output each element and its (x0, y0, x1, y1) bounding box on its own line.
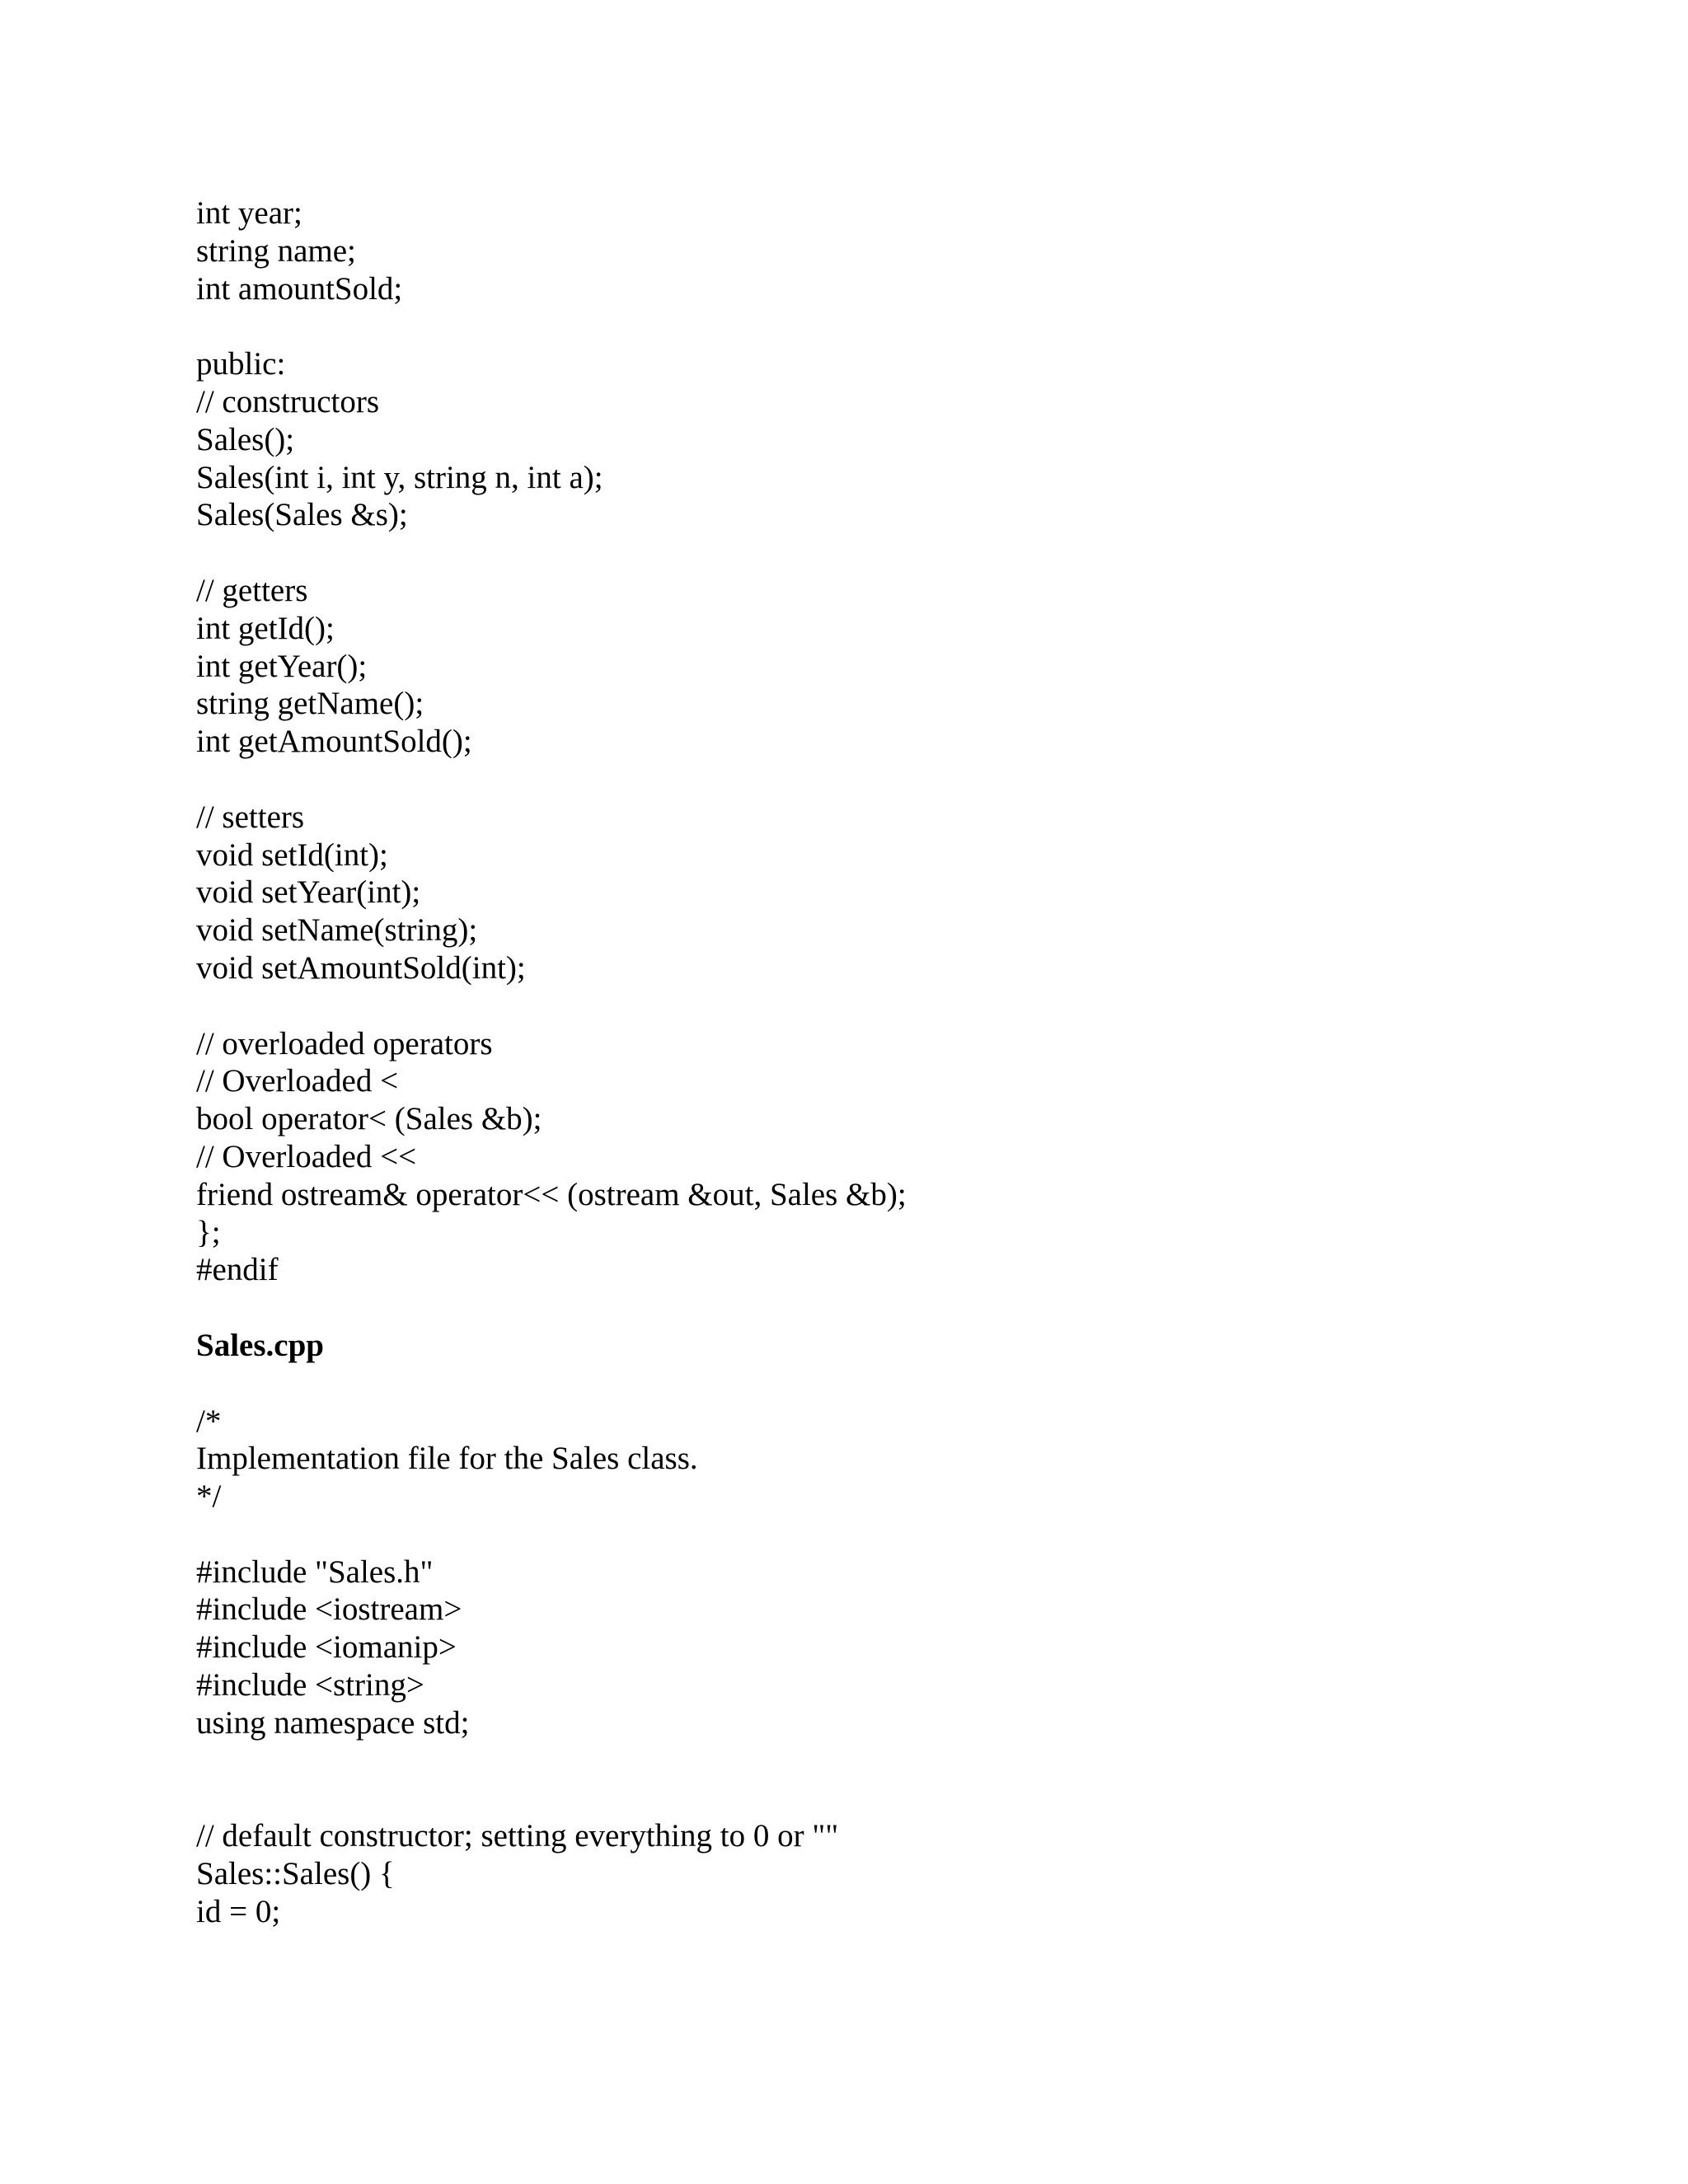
code-line: Sales(Sales &s); (196, 497, 408, 533)
code-line: id = 0; (196, 1893, 281, 1929)
code-line: #endif (196, 1252, 279, 1288)
code-line: Sales::Sales() { (196, 1856, 395, 1892)
code-line: // overloaded operators (196, 1025, 493, 1062)
code-line: void setName(string); (196, 912, 478, 949)
code-line: friend ostream& operator<< (ostream &out, Sales &b); (196, 1176, 907, 1212)
code-line: Sales(int i, int y, string n, int a); (196, 459, 603, 495)
code-line: int getAmountSold(); (196, 724, 472, 760)
blank-line (196, 1365, 1597, 1403)
code-line: public: (196, 346, 286, 382)
code-line: void setAmountSold(int); (196, 949, 526, 986)
code-line: #include "Sales.h" (196, 1554, 434, 1590)
code-listing (196, 194, 1597, 1931)
code-line: // constructors (196, 383, 380, 419)
code-line: // setters (196, 799, 305, 835)
blank-line (196, 1516, 1597, 1554)
code-line: Implementation file for the Sales class. (196, 1441, 698, 1477)
blank-line (196, 307, 1597, 345)
blank-line (196, 761, 1597, 799)
code-line: /* (196, 1403, 222, 1439)
code-line: Sales(); (196, 421, 295, 457)
code-line: #include <iomanip> (196, 1629, 457, 1666)
code-line: */ (196, 1479, 222, 1515)
code-line: // default constructor; setting everything to 0 or "" (196, 1818, 839, 1854)
code-line: string name; (196, 232, 356, 269)
blank-line (196, 534, 1597, 572)
code-line: using namespace std; (196, 1704, 470, 1741)
code-line: // Overloaded < (196, 1063, 399, 1099)
code-line: int getId(); (196, 610, 335, 646)
code-line: int getYear(); (196, 648, 368, 684)
code-line: #include <iostream> (196, 1591, 462, 1628)
code-line: string getName(); (196, 686, 424, 722)
code-line: }; (196, 1214, 221, 1250)
code-line: void setYear(int); (196, 874, 421, 911)
blank-line (196, 987, 1597, 1025)
code-line: // Overloaded << (196, 1138, 417, 1174)
code-line: #include <string> (196, 1667, 424, 1704)
code-line: // getters (196, 572, 308, 608)
code-line: int year; (196, 195, 302, 231)
blank-line (196, 1289, 1597, 1327)
blank-line (196, 1742, 1597, 1780)
code-line: int amountSold; (196, 270, 403, 307)
blank-line (196, 1779, 1597, 1817)
section-heading: Sales.cpp (196, 1327, 324, 1363)
code-line: void setId(int); (196, 837, 388, 873)
code-line: bool operator< (Sales &b); (196, 1101, 542, 1137)
